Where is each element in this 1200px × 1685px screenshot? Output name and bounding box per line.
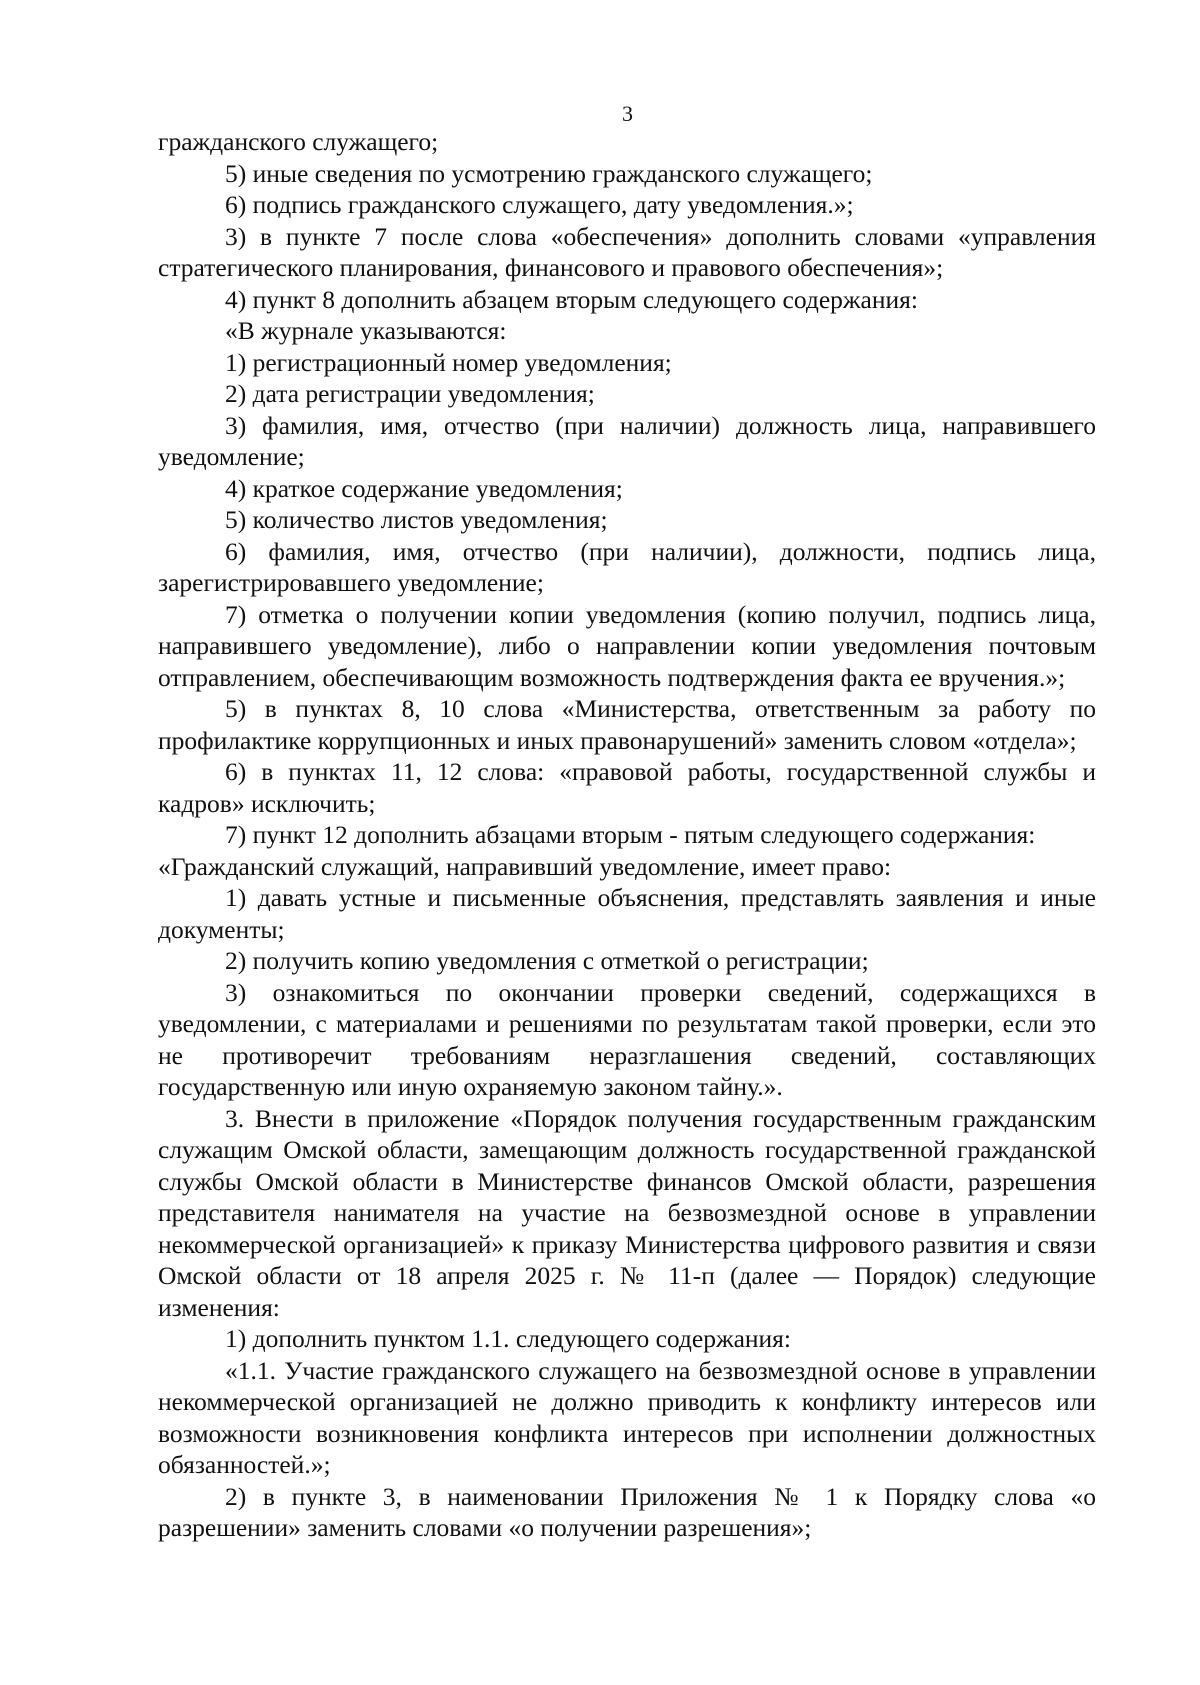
paragraph-11: 6) фамилия, имя, отчество (при наличии), должности, подпись лица, зарегистрировавшего уведомление; (158, 536, 1096, 597)
paragraph-10: 5) количество листов уведомления; (225, 505, 608, 534)
paragraph-13: 5) в пунктах 8, 10 слова «Министерства, ответственным за работу по профилактике коррупционных и иных правонарушений» заменить словом «отдела»; (158, 694, 1096, 755)
paragraph-3: 3) в пункте 7 после слова «обеспечения» дополнить словами «управления стратегического планирования, финансового и правового обеспечения»; (158, 221, 1096, 282)
paragraph-4: 4) пункт 8 дополнить абзацем вторым следующего содержания: (225, 284, 918, 314)
paragraph-5: «В журнале указываются: (225, 316, 507, 345)
paragraph-15: 7) пункт 12 дополнить абзацами вторым - пятым следующего содержания: (225, 820, 1036, 849)
paragraph-18: 2) получить копию уведомления с отметкой о регистрации; (225, 946, 869, 975)
paragraph-1: 5) иные сведения по усмотрению гражданского служащего; (225, 158, 873, 188)
paragraph-23: 2) в пункте 3, в наименовании Приложения № 1 к Порядку слова «о разрешении» заменить словами «о получении разрешения»; (158, 1481, 1096, 1542)
paragraph-16: «Гражданский служащий, направивший уведомление, имеет право: (158, 851, 892, 881)
paragraph-12: 7) отметка о получении копии уведомления (копию получил, подпись лица, направившего уведомление), либо о направлении копии уведомления почтовым отправлением, обеспечивающим возможность подтверждения факта ее вручения.»; (158, 599, 1096, 692)
paragraph-19: 3) ознакомиться по окончании проверки сведений, содержащихся в уведомлении, с материалами и решениями по результатам такой проверки, если это не противоречит требованиям неразглашения сведений, составляющих государственную или иную охраняемую законом тайну.». (158, 977, 1096, 1101)
paragraph-0: гражданского служащего; (158, 127, 439, 156)
paragraph-20: 3. Внести в приложение «Порядок получения государственным гражданским служащим Омской области, замещающим должность государственной гражданской службы Омской области в Министерстве финансов Омской области, разрешения представителя нанимателя на участие на безвозмездной основе в управлении некоммерческой организацией» к приказу Министерства цифрового развития и связи Омской области от 18 апреля 2025 г. № 11-п (далее — Порядок) следующие изменения: (158, 1103, 1096, 1322)
paragraph-14: 6) в пунктах 11, 12 слова: «правовой работы, государственной службы и кадров» исключить; (158, 757, 1096, 818)
paragraph-17: 1) давать устные и письменные объяснения, представлять заявления и иные документы; (158, 883, 1096, 944)
paragraph-8: 3) фамилия, имя, отчество (при наличии) должность лица, направившего уведомление; (158, 410, 1096, 471)
paragraph-21: 1) дополнить пунктом 1.1. следующего содержания: (225, 1324, 791, 1353)
paragraph-2: 6) подпись гражданского служащего, дату уведомления.»; (225, 190, 854, 219)
paragraph-22: «1.1. Участие гражданского служащего на безвозмездной основе в управлении некоммерческой организацией не должно приводить к конфликту интересов или возможности возникновения конфликта интересов при исполнении должностных обязанностей.»; (158, 1355, 1096, 1479)
paragraph-6: 1) регистрационный номер уведомления; (225, 347, 672, 377)
paragraph-7: 2) дата регистрации уведомления; (225, 379, 595, 408)
document-body (158, 126, 1096, 1544)
page-number: 3 (622, 101, 633, 126)
paragraph-9: 4) краткое содержание уведомления; (225, 473, 623, 503)
